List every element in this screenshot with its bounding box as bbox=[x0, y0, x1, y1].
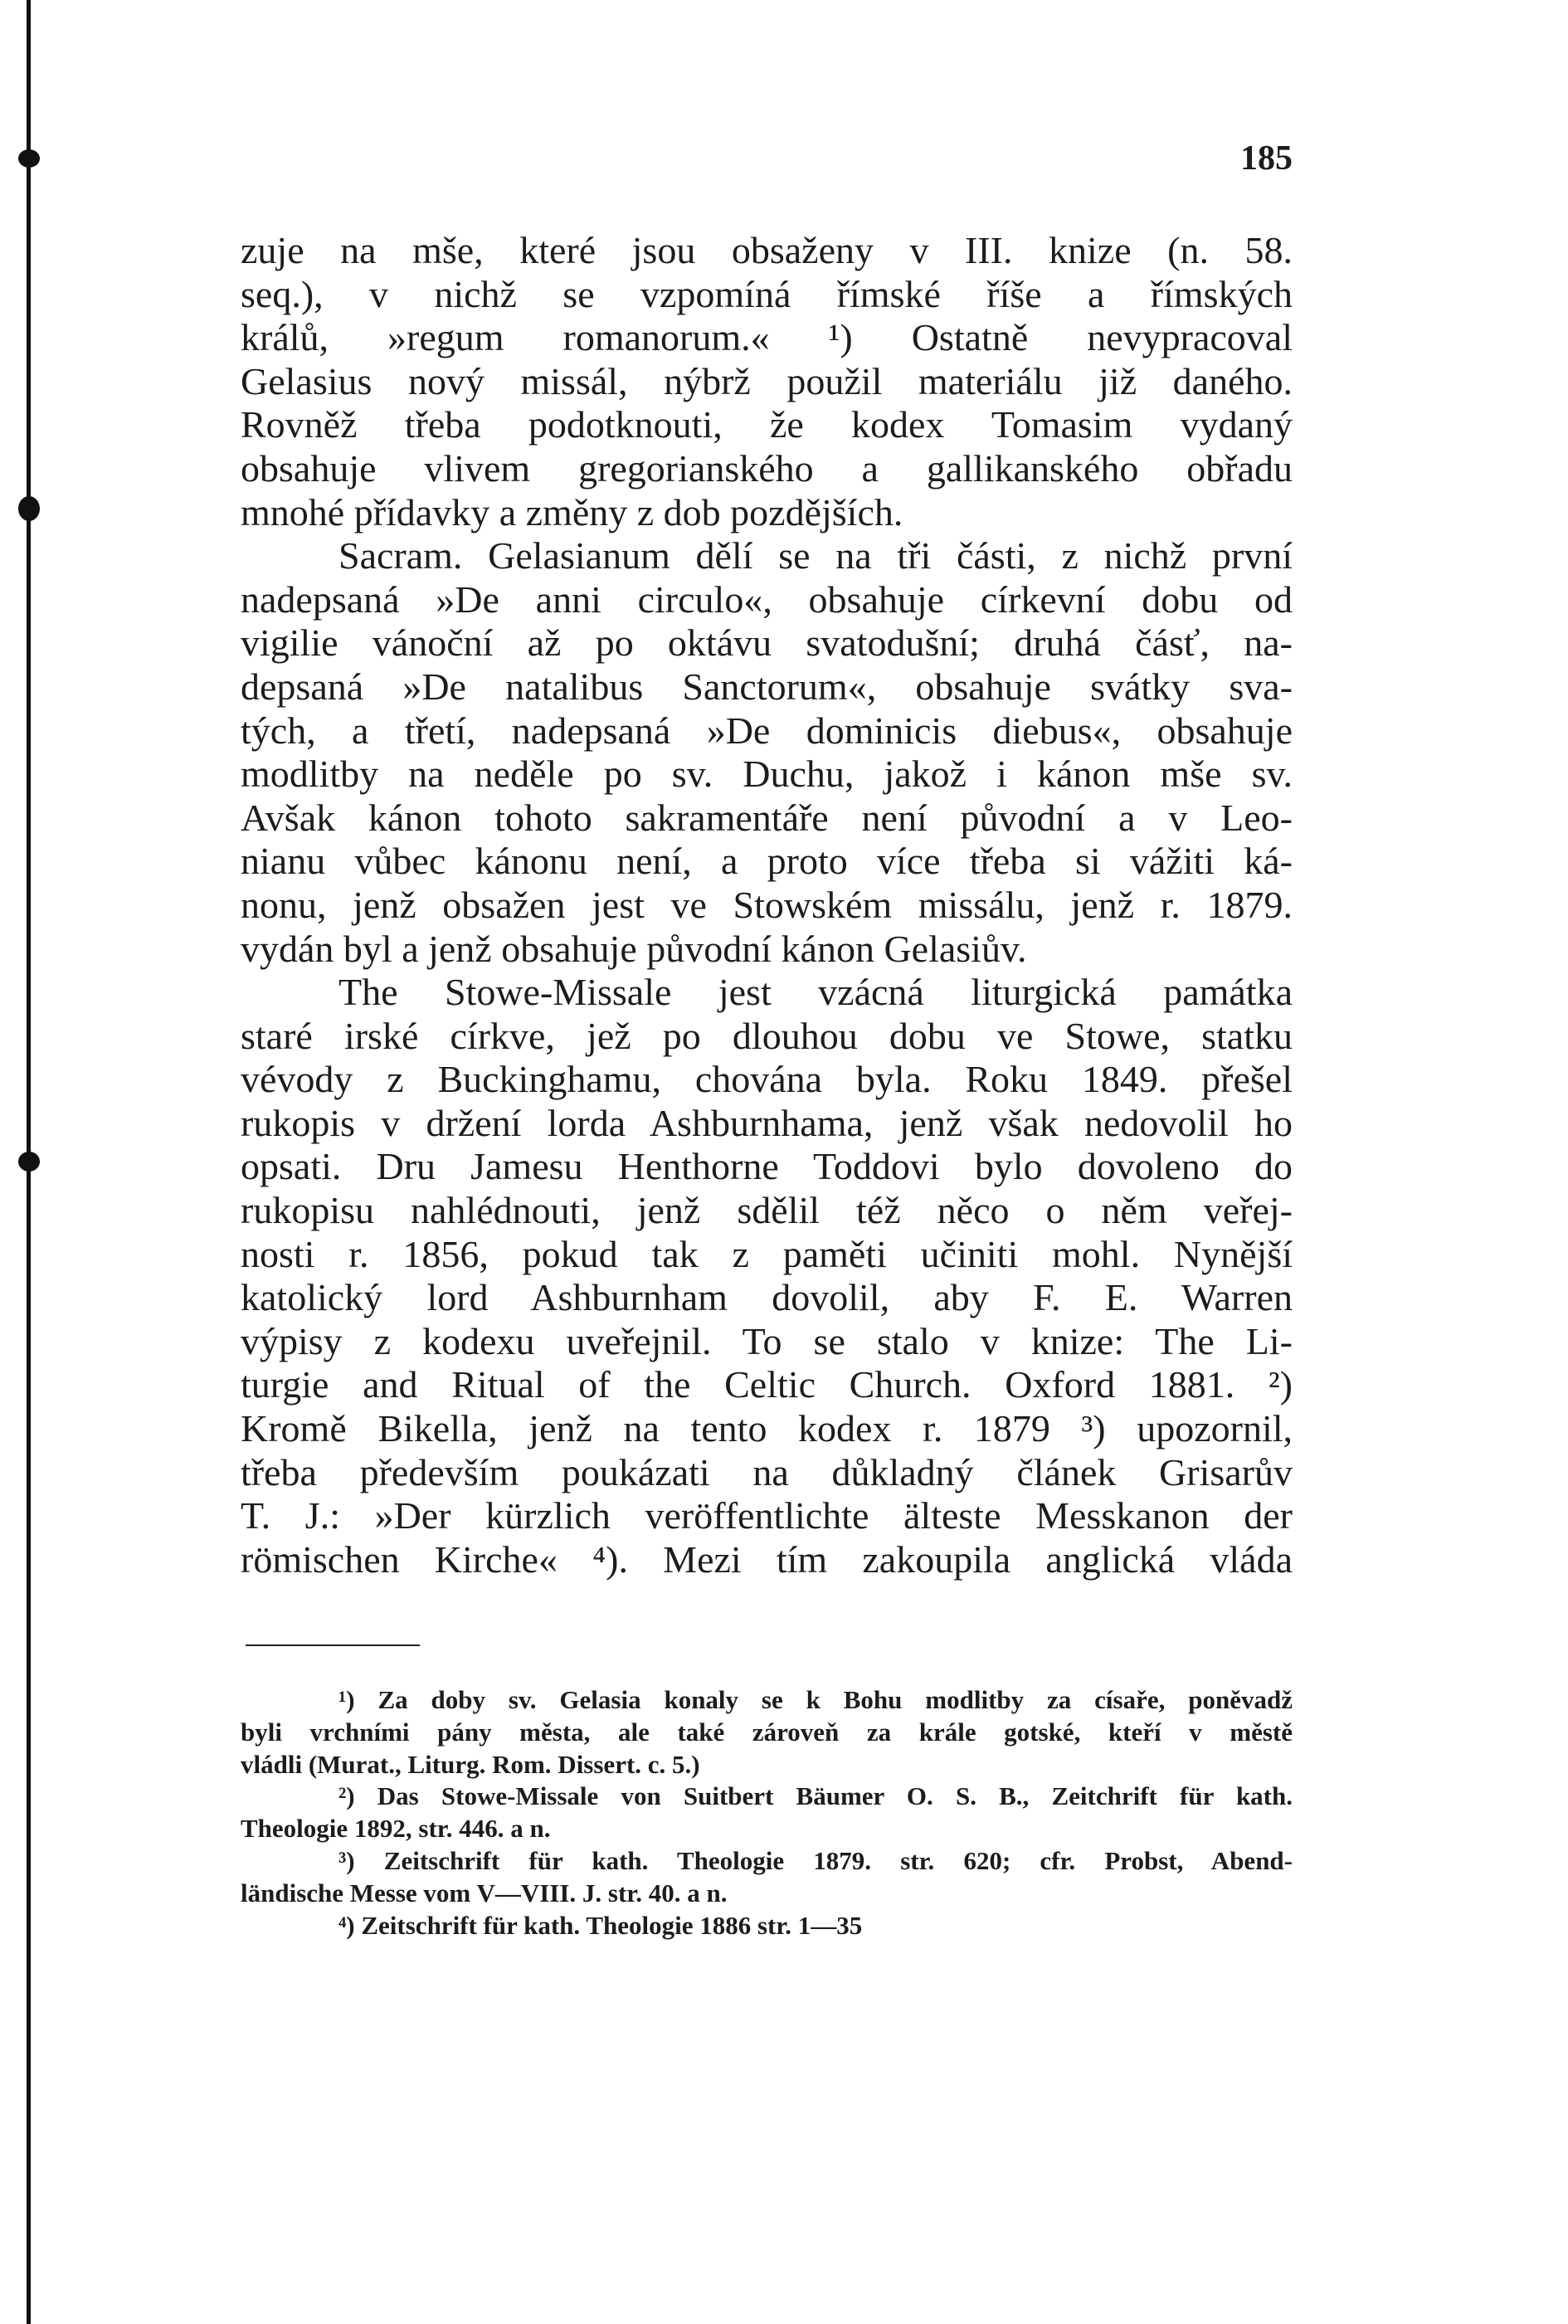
text-line: opsati. Dru Jamesu Henthorne Toddovi bylo dovoleno do bbox=[241, 1145, 1293, 1188]
text-line: vévody z Buckinghamu, chována byla. Roku 1849. přešel bbox=[241, 1058, 1293, 1101]
text-line: Avšak kánon tohoto sakramentáře není původní a v Leo- bbox=[241, 796, 1293, 839]
text-line: výpisy z kodexu uveřejnil. To se stalo v knize: The Li- bbox=[241, 1319, 1293, 1362]
paragraph-2 bbox=[241, 534, 1293, 971]
footnote-line: ²) Das Stowe-Missale von Suitbert Bäumer O. S. B., Zeitchrift für kath. bbox=[338, 1781, 1293, 1811]
text-line: Sacram. Gelasianum dělí se na tři části, z nichž první bbox=[338, 534, 1293, 577]
footnote-4 bbox=[241, 1910, 1293, 1942]
footnote-divider bbox=[246, 1644, 420, 1646]
footnote-1 bbox=[241, 1684, 1293, 1781]
text-line: rukopis v držení lorda Ashburnhama, jenž však nedovolil ho bbox=[241, 1101, 1293, 1144]
text-line: vydán byl a jenž obsahuje původní kánon Gelasiův. bbox=[241, 927, 1027, 970]
text-line: tých, a třetí, nadepsaná »De dominicis diebus«, obsahuje bbox=[241, 709, 1293, 752]
page-number: 185 bbox=[1240, 139, 1293, 178]
text-line: seq.), v nichž se vzpomíná římské říše a římských bbox=[241, 272, 1293, 315]
footnote-line: ³) Zeitschrift für kath. Theologie 1879. str. 620; cfr. Probst, Abend- bbox=[338, 1845, 1293, 1875]
binding-mark bbox=[18, 149, 40, 168]
text-line: katolický lord Ashburnham dovolil, aby F. E. Warren bbox=[241, 1276, 1293, 1319]
footnote-line: Theologie 1892, str. 446. a n. bbox=[241, 1814, 551, 1844]
footnote-line: ¹) Za doby sv. Gelasia konaly se k Bohu modlitby za císaře, poněvadž bbox=[338, 1685, 1293, 1714]
text-line: Rovněž třeba podotknouti, že kodex Tomasim vydaný bbox=[241, 403, 1293, 446]
text-line: turgie and Ritual of the Celtic Church. Oxford 1881. ²) bbox=[241, 1363, 1293, 1406]
footnote-line: ⁴) Zeitschrift für kath. Theologie 1886 str. 1—35 bbox=[338, 1910, 863, 1940]
text-line: nosti r. 1856, pokud tak z paměti učiniti mohl. Nynější bbox=[241, 1232, 1293, 1275]
text-line: Kromě Bikella, jenž na tento kodex r. 1879 ³) upozornil, bbox=[241, 1407, 1293, 1450]
text-line: modlitby na neděle po sv. Duchu, jakož i kánon mše sv. bbox=[241, 753, 1293, 796]
footnote-line: ländische Messe vom V—VIII. J. str. 40. a n. bbox=[241, 1878, 728, 1907]
text-line: nonu, jenž obsažen jest ve Stowském missálu, jenž r. 1879. bbox=[241, 883, 1293, 926]
text-line: třeba především poukázati na důkladný článek Grisarův bbox=[241, 1450, 1293, 1493]
footnote-line: byli vrchními pány města, ale také zároveň za krále gotské, kteří v městě bbox=[241, 1717, 1293, 1747]
text-line: zuje na mše, které jsou obsaženy v III. knize (n. 58. bbox=[241, 229, 1293, 271]
footnote-line: vládli (Murat., Liturg. Rom. Dissert. c. 5.) bbox=[241, 1749, 700, 1779]
text-line: nianu vůbec kánonu není, a proto více třeba si vážiti ká- bbox=[241, 840, 1293, 883]
footnote-3 bbox=[241, 1845, 1293, 1910]
footnotes bbox=[241, 1684, 1293, 1942]
text-line: staré irské církve, jež po dlouhou dobu ve Stowe, statku bbox=[241, 1014, 1293, 1057]
text-line: T. J.: »Der kürzlich veröffentlichte älteste Messkanon der bbox=[241, 1494, 1293, 1537]
main-text bbox=[241, 229, 1293, 1581]
paragraph-1 bbox=[241, 229, 1293, 534]
footnote-2 bbox=[241, 1781, 1293, 1845]
text-line: králů, »regum romanorum.« ¹) Ostatně nevypracoval bbox=[241, 316, 1293, 359]
text-line: obsahuje vlivem gregorianského a gallikanského obřadu bbox=[241, 446, 1293, 490]
text-line: rukopisu nahlédnouti, jenž sdělil též něco o něm veřej- bbox=[241, 1189, 1293, 1232]
text-line: depsaná »De natalibus Sanctorum«, obsahuje svátky sva- bbox=[241, 665, 1293, 708]
text-line: Gelasius nový missál, nýbrž použil materiálu již daného. bbox=[241, 359, 1293, 402]
text-line: nadepsaná »De anni circulo«, obsahuje církevní dobu od bbox=[241, 577, 1293, 621]
paragraph-3 bbox=[241, 971, 1293, 1581]
text-line: römischen Kirche« ⁴). Mezi tím zakoupila anglická vláda bbox=[241, 1537, 1293, 1581]
text-line: mnohé přídavky a změny z dob pozdějších. bbox=[241, 490, 903, 533]
binding-mark bbox=[18, 496, 40, 521]
text-line: The Stowe-Missale jest vzácná liturgická památka bbox=[338, 971, 1293, 1014]
binding-mark bbox=[18, 1152, 40, 1172]
text-line: vigilie vánoční až po oktávu svatodušní; druhá čásť, na- bbox=[241, 621, 1293, 665]
